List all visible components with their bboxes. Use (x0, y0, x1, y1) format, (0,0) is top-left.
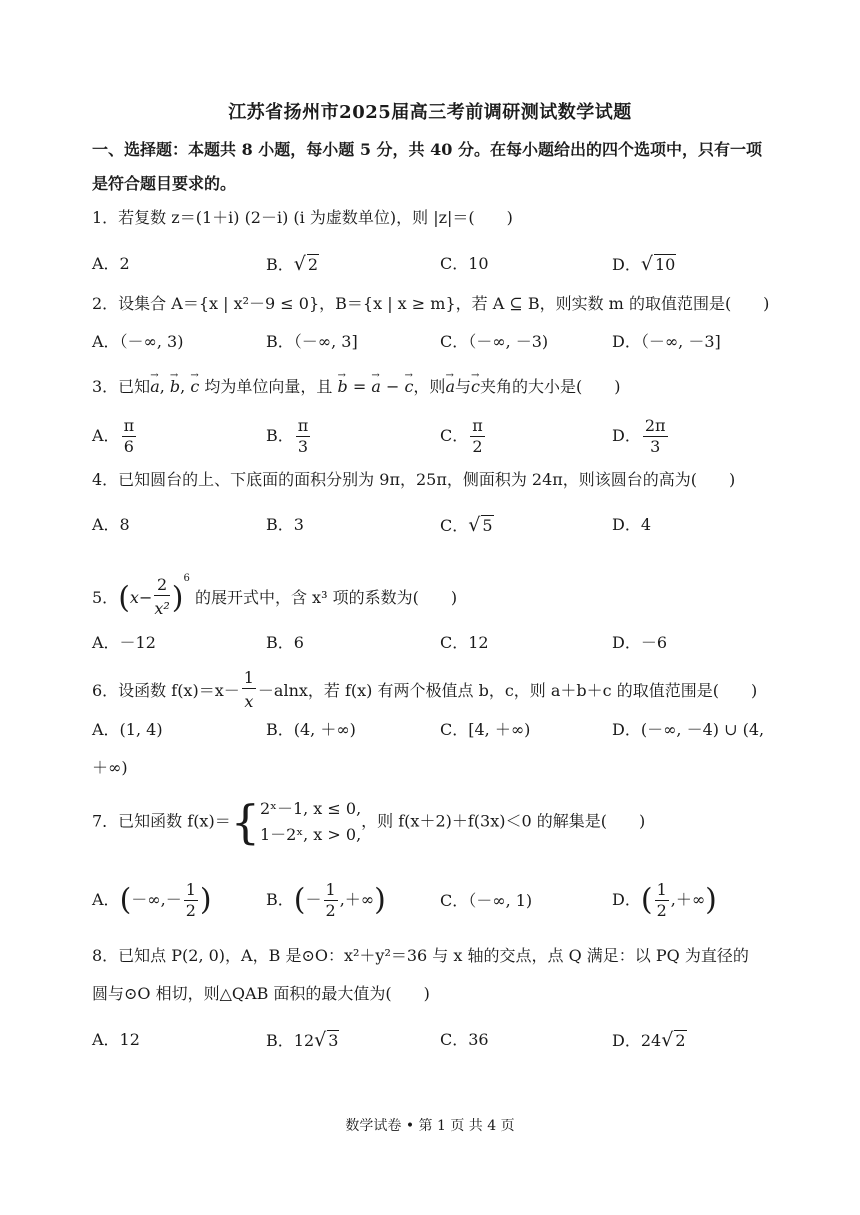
page-title: 江苏省扬州市2025届高三考前调研测试数学试题 (228, 102, 632, 123)
q4-option-d[interactable]: D．4 (612, 515, 652, 534)
q1-option-a[interactable]: A．2 (92, 254, 130, 273)
question-8-stem-line1: 8．已知点 P(2, 0)，A，B 是⊙O：x²＋y²＝36 与 x 轴的交点，点 Q 满足：以 PQ 为直径的 (92, 946, 749, 965)
question-6-stem: 6．设函数 f(x)＝x－ $\frac{1}{x} -alnx$，若 f(x) 有两个极值点 b，c，则 a＋b＋c 的取值范围是( ) (92, 668, 758, 711)
section-heading: 一、选择题：本题共 8 小题，每小题 5 分，共 40 分。在每小题给出的四个选项中，只有一项是符合题目要求的。 (92, 140, 762, 193)
q8-option-c[interactable]: C．36 (440, 1030, 489, 1049)
q7-option-d[interactable]: D．( $\frac{1}{2}$ ,＋∞) (612, 880, 717, 920)
question-7-stem: 7．已知函数 f(x)＝{ 2ˣ－1, x ≤ 0, 1－2ˣ, x > 0, ，则 f(x＋2)＋f(3x)＜0 的解集是( ) (92, 795, 646, 849)
q2-option-b[interactable]: B．（－∞, 3] (266, 332, 358, 351)
q6-option-a[interactable]: A．(1, 4) (92, 720, 163, 739)
q4-option-c[interactable]: C．√ 5 (440, 514, 493, 536)
q1-option-c[interactable]: C．10 (440, 254, 489, 273)
q1-option-d[interactable]: D．√ 10 (612, 253, 676, 275)
q2-option-d[interactable]: D．（－∞, －3] (612, 332, 721, 351)
q8-option-b[interactable]: B．12√ 3 (266, 1029, 339, 1051)
q3-option-c[interactable]: C． $\frac{\pi}{2}$ (440, 416, 483, 456)
q4-option-a[interactable]: A．8 (92, 515, 130, 534)
q6-option-b[interactable]: B．(4, ＋∞) (266, 720, 356, 739)
question-3-stem: 3．已知→ a, → b, → c 均为单位向量，且 → b = → a − → c，则→ a与→ c夹角的大小是( ) (92, 374, 782, 400)
q5-option-b[interactable]: B．6 (266, 633, 304, 652)
q6-option-d-continued: ＋∞) (92, 758, 128, 777)
q2-option-a[interactable]: A．（－∞, 3) (92, 332, 184, 351)
q8-option-a[interactable]: A．12 (92, 1030, 140, 1049)
q7-option-b[interactable]: B．(－ $\frac{1}{2}$ ,＋∞) (266, 880, 386, 920)
q3-option-a[interactable]: A． $\frac{\pi}{6}$ (92, 416, 135, 456)
question-4-stem: 4．已知圆台的上、下底面的面积分别为 9π，25π，侧面积为 24π，则该圆台的高为( ) (92, 470, 736, 489)
q3-option-b[interactable]: B． $\frac{\pi}{3}$ (266, 416, 309, 456)
q5-option-a[interactable]: A．－12 (92, 633, 156, 652)
q6-option-c[interactable]: C．[4, ＋∞) (440, 720, 531, 739)
q1-option-b[interactable]: B．√ 2 (266, 253, 319, 275)
question-2-stem: 2．设集合 A＝{x | x²－9 ≤ 0}，B＝{x | x ≥ m}，若 A ⊆ B，则实数 m 的取值范围是( ) (92, 294, 770, 313)
q7-option-a[interactable]: A．(－∞,－ $\frac{1}{2}$ ) (92, 880, 212, 920)
question-8-stem-line2: 圆与⊙O 相切，则△QAB 面积的最大值为( ) (92, 984, 430, 1003)
q7-option-c[interactable]: C．（－∞, 1) (440, 891, 533, 910)
q5-option-c[interactable]: C．12 (440, 633, 489, 652)
q8-option-d[interactable]: D．24√ 2 (612, 1029, 686, 1051)
question-1-stem: 1．若复数 z＝(1＋i) (2－i) (i 为虚数单位)，则 |z|＝( ) (92, 208, 513, 227)
question-5-stem: 5．(x− $\frac{2}{\text{x²}})^6$ 的展开式中，含 x³ 项的系数为( ) (92, 573, 458, 618)
q2-option-c[interactable]: C．（－∞, －3) (440, 332, 549, 351)
q6-option-d[interactable]: D．(－∞, －4) ∪ (4, (612, 720, 765, 739)
page-footer: 数学试卷 • 第 1 页 共 4 页 (345, 1118, 515, 1134)
q5-option-d[interactable]: D．－6 (612, 633, 668, 652)
q3-option-d[interactable]: D． $\frac{2\pi}{3}$ (612, 416, 666, 456)
q4-option-b[interactable]: B．3 (266, 515, 304, 534)
